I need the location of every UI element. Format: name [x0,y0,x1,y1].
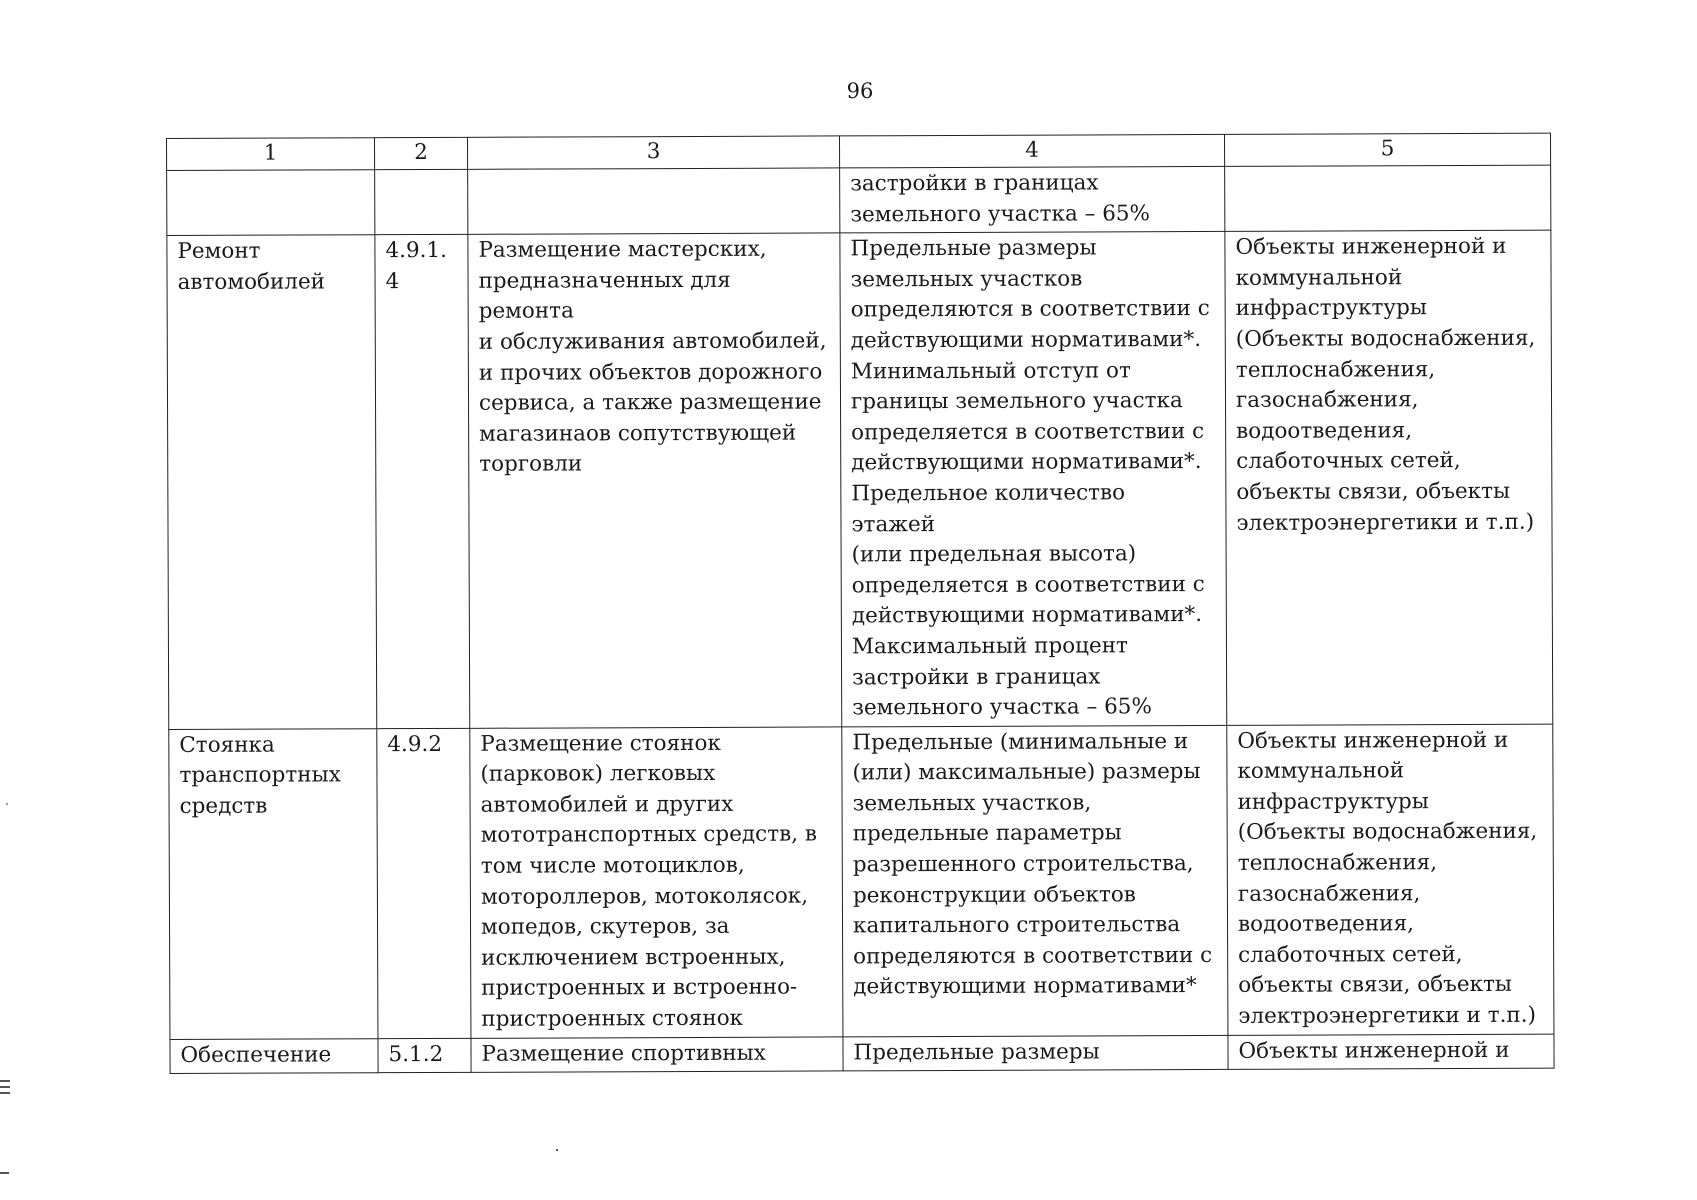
table-row [167,165,1551,236]
infrastructure-cell: Объекты инженерной и коммунальной инфраструктуры (Объекты водоснабжения, теплоснабжения, газоснабжения, водоотведения, слаботочных сетей, объекты связи, объекты электроэнергетики и т.п.) [1227,724,1554,1035]
page-number: 96 [846,79,874,103]
header-cell-3: 3 [467,136,839,169]
header-cell-1: 1 [167,138,375,171]
use-name-cell: Ремонт автомобилей [167,235,377,729]
use-description-cell: Размещение стоянок (парковок) легковых автомобилей и других мототранспортных средств, в том числе мотоциклов, мотороллеров, мотоколясок, мопедов, скутеров, за исключением встроенных, пристроенных и встроенно- пристроенных стоянок [470,727,843,1038]
parameters-cell: Предельные (минимальные и (или) максимальные) размеры земельных участков, предельные параметры разрешенного строительства, реконструкции объектов капитального строительства определяются в соответствии с действующими нормативами* [842,725,1228,1036]
use-code-cell [375,169,468,235]
infrastructure-cell [1225,165,1551,231]
parameters-cell: Предельные размеры земельных участков определяются в соответствии с действующими нормативами*. Минимальный отступ от границы земельного участка определяется в соответствии с действующими нормативами*. Предельное количество этажей (или предельная высота) определяется в соответствии с действующими нормативами*. Максимальный процент застройки в границах земельного участка – 65% [840,232,1227,727]
table-header-row [167,133,1551,170]
use-name-cell [167,170,375,236]
table-row [169,724,1554,1039]
scan-mark [0,1080,10,1082]
parameters-cell: Предельные размеры [843,1035,1228,1071]
use-name-cell: Обеспечение [170,1038,378,1073]
use-description-cell: Размещение спортивных [471,1037,843,1073]
use-code-cell: 4.9.1. 4 [375,235,470,729]
scan-mark [0,1086,10,1088]
scan-mark [0,1172,9,1174]
scan-mark [0,1092,10,1094]
parameters-cell: застройки в границах земельного участка – 65% [840,166,1225,233]
header-cell-4: 4 [839,134,1224,167]
scan-dot [6,803,8,805]
table-row [167,230,1553,729]
use-code-cell: 4.9.2 [377,728,471,1038]
header-cell-2: 2 [375,137,468,169]
land-use-table [166,133,1555,1075]
table-row [170,1034,1554,1074]
use-name-cell: Стоянка транспортных средств [169,728,378,1039]
use-code-cell: 5.1.2 [378,1038,471,1073]
infrastructure-cell: Объекты инженерной и [1228,1034,1554,1070]
infrastructure-cell: Объекты инженерной и коммунальной инфраструктуры (Объекты водоснабжения, теплоснабжения, газоснабжения, водоотведения, слаботочных сетей, объекты связи, объекты электроэнергетики и т.п.) [1225,230,1553,725]
use-description-cell: Размещение мастерских, предназначенных для ремонта и обслуживания автомобилей, и прочих объектов дорожного сервиса, а также размещение магазинаов сопутствующей торговли [468,233,842,728]
use-description-cell [468,168,840,235]
scan-dot [556,1149,558,1151]
header-cell-5: 5 [1224,133,1550,166]
